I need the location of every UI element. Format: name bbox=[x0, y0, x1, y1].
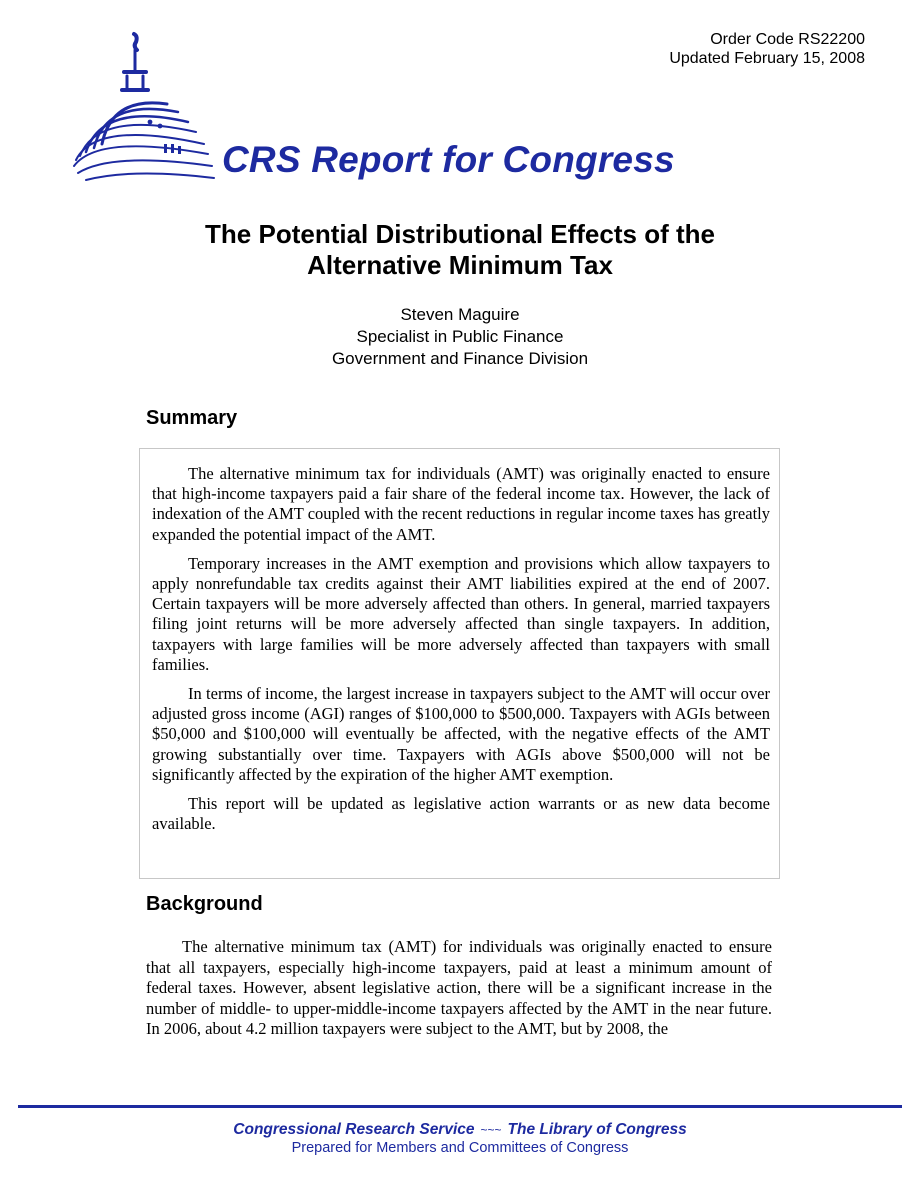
summary-paragraph: This report will be updated as legislative action warrants or as new data become available. bbox=[152, 794, 770, 834]
background-heading: Background bbox=[146, 893, 263, 915]
report-brand-title: CRS Report for Congress bbox=[222, 139, 675, 180]
summary-paragraph: The alternative minimum tax for individuals (AMT) was originally enacted to ensure that high-income taxpayers paid a fair share of the federal income tax. However, the lack of indexation of the AMT coupled with the recent reductions in regular income taxes has greatly expanded the potential impact of the AMT. bbox=[152, 464, 770, 544]
background-text bbox=[146, 937, 772, 1049]
order-code-block bbox=[669, 30, 865, 68]
order-code: Order Code RS22200 bbox=[710, 31, 865, 48]
footer-title bbox=[0, 1121, 920, 1139]
report-title bbox=[0, 219, 920, 281]
summary-paragraph: In terms of income, the largest increase in taxpayers subject to the AMT will occur over adjusted gross income (AGI) ranges of $100,000 to $500,000. Taxpayers with AGIs between $50,000 and $100,000 will eventually be affected, with the negative effects of the AMT growing substantially over time. Taxpayers with AGIs above $500,000 will not be significantly affected by the expiration of the higher AMT exemption. bbox=[152, 684, 770, 784]
footer-divider bbox=[18, 1105, 902, 1108]
author-division: Government and Finance Division bbox=[331, 349, 589, 368]
background-paragraph: The alternative minimum tax (AMT) for individuals was originally enacted to ensure that all taxpayers, especially high-income taxpayers, paid at least a minimum amount of federal taxes. However, absent legislative action, there will be a significant increase in the number of middle- to upper-middle-income taxpayers affected by the AMT in the near future. In 2006, about 4.2 million taxpayers were subject to the AMT, but by 2008, the bbox=[146, 937, 772, 1039]
author-block bbox=[0, 304, 920, 370]
summary-text bbox=[152, 464, 770, 843]
footer-crs-name: Congressional Research Service bbox=[233, 1121, 475, 1138]
report-title-line1: The Potential Distributional Effects of the bbox=[205, 219, 715, 249]
capitol-dome-icon bbox=[72, 26, 222, 191]
summary-paragraph: Temporary increases in the AMT exemption and provisions which allow taxpayers to apply nonrefundable tax credits against their AMT liabilities expired at the end of 2007. Certain taxpayers will be more adversely affected than others. In general, married taxpayers filing joint returns will be more adversely affected than single taxpayers. In addition, taxpayers with large families will be more adversely affected than taxpayers with small families. bbox=[152, 553, 770, 674]
footer-loc-name: The Library of Congress bbox=[507, 1121, 687, 1138]
summary-box bbox=[139, 448, 780, 879]
report-title-line2: Alternative Minimum Tax bbox=[307, 250, 613, 280]
footer-subtitle: Prepared for Members and Committees of Congress bbox=[291, 1140, 629, 1156]
author-name: Steven Maguire bbox=[400, 305, 520, 324]
ornament-icon: ~~~ bbox=[480, 1123, 502, 1137]
updated-date: Updated February 15, 2008 bbox=[669, 50, 865, 67]
summary-heading: Summary bbox=[146, 407, 238, 429]
author-position: Specialist in Public Finance bbox=[356, 327, 564, 346]
